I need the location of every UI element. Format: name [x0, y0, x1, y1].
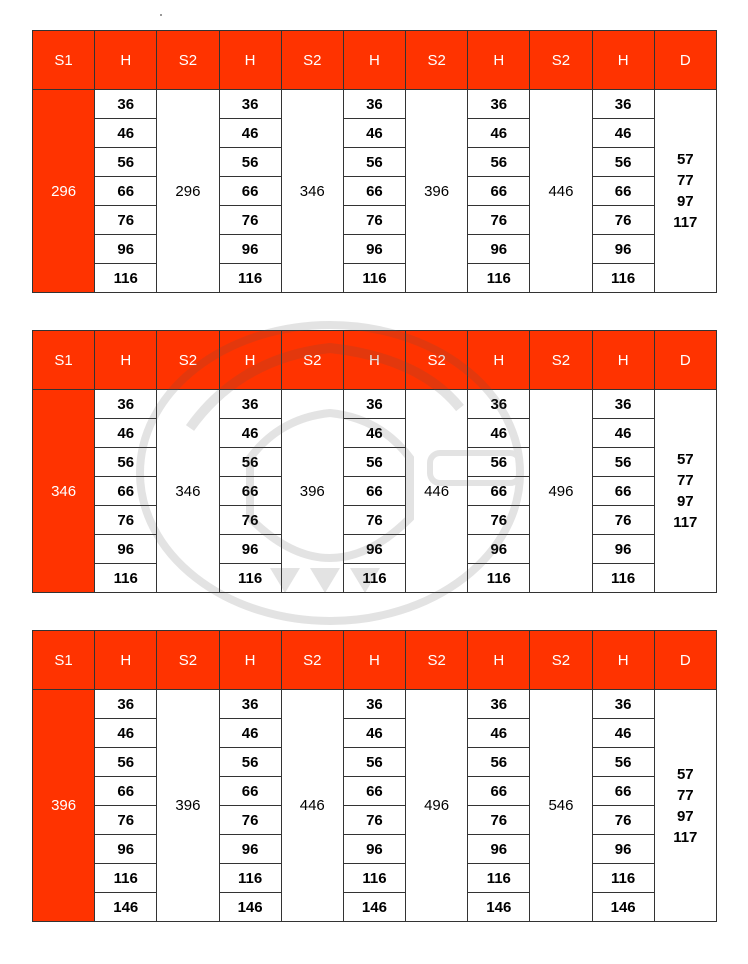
h-value: 36: [468, 390, 530, 419]
h-value: 66: [95, 477, 157, 506]
h-value: 66: [95, 777, 157, 806]
h-value: 56: [219, 148, 281, 177]
h-value: 36: [219, 90, 281, 119]
table-row: [33, 506, 717, 535]
h-value: 116: [343, 864, 405, 893]
h-value: 146: [343, 893, 405, 922]
h-value: 56: [219, 748, 281, 777]
h-value: 36: [343, 90, 405, 119]
col-header-h: H: [468, 331, 530, 390]
table-row: [33, 777, 717, 806]
h-value: 146: [468, 893, 530, 922]
d-value: 97: [676, 193, 694, 210]
h-value: 96: [343, 835, 405, 864]
h-value: 46: [592, 119, 654, 148]
h-value: 76: [219, 806, 281, 835]
header-row: [33, 631, 717, 690]
col-header-h: H: [95, 331, 157, 390]
h-value: 116: [95, 864, 157, 893]
h-value: 96: [468, 235, 530, 264]
h-value: 116: [592, 264, 654, 293]
h-value: 146: [219, 893, 281, 922]
h-value: 96: [219, 235, 281, 264]
h-value: 46: [219, 719, 281, 748]
h-value: 46: [219, 119, 281, 148]
d-values: [654, 390, 716, 593]
col-header-d: D: [654, 331, 716, 390]
col-header-s2: S2: [406, 31, 468, 90]
h-value: 46: [468, 119, 530, 148]
h-value: 56: [592, 448, 654, 477]
table-row: [33, 235, 717, 264]
h-value: 56: [343, 448, 405, 477]
h-value: 96: [592, 835, 654, 864]
d-value: 77: [676, 472, 694, 489]
spec-table-3: [32, 630, 717, 922]
col-header-s1: S1: [33, 31, 95, 90]
h-value: 66: [468, 177, 530, 206]
s1-value: 396: [33, 690, 95, 922]
h-value: 66: [95, 177, 157, 206]
s1-value: 346: [33, 390, 95, 593]
h-value: 96: [219, 535, 281, 564]
h-value: 46: [95, 119, 157, 148]
table-row: [33, 390, 717, 419]
h-value: 66: [343, 777, 405, 806]
col-header-s2: S2: [406, 631, 468, 690]
s2-value: 446: [281, 690, 343, 922]
spec-table-2: [32, 330, 717, 593]
table-row: [33, 864, 717, 893]
h-value: 36: [343, 390, 405, 419]
table-row: [33, 893, 717, 922]
col-header-h: H: [592, 631, 654, 690]
h-value: 116: [95, 264, 157, 293]
d-value: 117: [673, 214, 698, 231]
h-value: 66: [592, 177, 654, 206]
d-value: 57: [676, 765, 694, 783]
h-value: 96: [95, 535, 157, 564]
table-row: [33, 419, 717, 448]
h-value: 76: [95, 206, 157, 235]
d-value: 77: [676, 172, 694, 189]
col-header-s2: S2: [281, 331, 343, 390]
h-value: 46: [219, 419, 281, 448]
s2-value: 396: [281, 390, 343, 593]
h-value: 96: [95, 835, 157, 864]
h-value: 46: [592, 419, 654, 448]
h-value: 76: [592, 206, 654, 235]
h-value: 46: [468, 719, 530, 748]
h-value: 96: [343, 535, 405, 564]
table-row: [33, 448, 717, 477]
h-value: 76: [219, 506, 281, 535]
col-header-h: H: [95, 31, 157, 90]
h-value: 36: [468, 690, 530, 719]
col-header-h: H: [592, 331, 654, 390]
col-header-d: D: [654, 31, 716, 90]
h-value: 116: [219, 564, 281, 593]
s2-value: 346: [157, 390, 219, 593]
h-value: 46: [343, 719, 405, 748]
h-value: 76: [95, 506, 157, 535]
table-row: [33, 535, 717, 564]
d-values: [654, 690, 716, 922]
h-value: 116: [219, 264, 281, 293]
h-value: 76: [219, 206, 281, 235]
table-row: [33, 835, 717, 864]
h-value: 46: [343, 419, 405, 448]
table-row: [33, 264, 717, 293]
col-header-h: H: [343, 631, 405, 690]
col-header-h: H: [343, 31, 405, 90]
s2-value: 296: [157, 90, 219, 293]
h-value: 66: [468, 477, 530, 506]
table-row: [33, 690, 717, 719]
table-row: [33, 90, 717, 119]
table-row: [33, 119, 717, 148]
h-value: 66: [219, 477, 281, 506]
d-value: 117: [673, 828, 698, 846]
col-header-h: H: [592, 31, 654, 90]
h-value: 116: [468, 264, 530, 293]
h-value: 76: [592, 506, 654, 535]
h-value: 56: [592, 748, 654, 777]
h-value: 36: [95, 690, 157, 719]
table-row: [33, 177, 717, 206]
h-value: 96: [592, 235, 654, 264]
h-value: 96: [343, 235, 405, 264]
h-value: 56: [95, 748, 157, 777]
col-header-s2: S2: [530, 631, 592, 690]
h-value: 56: [468, 448, 530, 477]
h-value: 46: [95, 419, 157, 448]
h-value: 96: [592, 535, 654, 564]
h-value: 116: [343, 264, 405, 293]
h-value: 146: [592, 893, 654, 922]
d-value: 97: [676, 493, 694, 510]
h-value: 96: [468, 835, 530, 864]
d-value: 117: [673, 514, 698, 531]
h-value: 66: [343, 177, 405, 206]
d-values: [654, 90, 716, 293]
s2-value: 496: [530, 390, 592, 593]
h-value: 36: [343, 690, 405, 719]
header-row: [33, 331, 717, 390]
h-value: 76: [468, 206, 530, 235]
h-value: 56: [592, 148, 654, 177]
h-value: 36: [592, 390, 654, 419]
spec-sheet: [32, 30, 716, 934]
col-header-s2: S2: [281, 631, 343, 690]
h-value: 66: [468, 777, 530, 806]
d-value: 57: [676, 151, 694, 168]
h-value: 76: [343, 506, 405, 535]
s2-value: 546: [530, 690, 592, 922]
h-value: 46: [592, 719, 654, 748]
col-header-s2: S2: [281, 31, 343, 90]
col-header-s2: S2: [157, 331, 219, 390]
h-value: 116: [592, 564, 654, 593]
h-value: 46: [343, 119, 405, 148]
col-header-h: H: [95, 631, 157, 690]
h-value: 116: [468, 564, 530, 593]
col-header-s2: S2: [530, 31, 592, 90]
h-value: 66: [592, 477, 654, 506]
col-header-s1: S1: [33, 331, 95, 390]
h-value: 66: [592, 777, 654, 806]
h-value: 36: [95, 90, 157, 119]
h-value: 56: [95, 448, 157, 477]
h-value: 96: [219, 835, 281, 864]
s2-value: 396: [157, 690, 219, 922]
h-value: 56: [95, 148, 157, 177]
h-value: 66: [219, 777, 281, 806]
h-value: 56: [468, 748, 530, 777]
h-value: 36: [592, 90, 654, 119]
h-value: 46: [95, 719, 157, 748]
s2-value: 496: [406, 690, 468, 922]
h-value: 36: [219, 390, 281, 419]
d-value: 77: [676, 786, 694, 804]
col-header-s2: S2: [157, 631, 219, 690]
col-header-d: D: [654, 631, 716, 690]
col-header-s1: S1: [33, 631, 95, 690]
d-value: 97: [676, 807, 694, 825]
h-value: 76: [343, 206, 405, 235]
col-header-h: H: [343, 331, 405, 390]
h-value: 96: [468, 535, 530, 564]
h-value: 36: [95, 390, 157, 419]
table-row: [33, 477, 717, 506]
col-header-h: H: [219, 31, 281, 90]
s2-value: 396: [406, 90, 468, 293]
d-value: 57: [676, 451, 694, 468]
speck-mark: [160, 14, 162, 16]
h-value: 96: [95, 235, 157, 264]
h-value: 116: [95, 564, 157, 593]
h-value: 56: [468, 148, 530, 177]
col-header-s2: S2: [406, 331, 468, 390]
h-value: 146: [95, 893, 157, 922]
h-value: 46: [468, 419, 530, 448]
h-value: 116: [592, 864, 654, 893]
h-value: 36: [219, 690, 281, 719]
h-value: 56: [343, 748, 405, 777]
header-row: [33, 31, 717, 90]
col-header-h: H: [219, 631, 281, 690]
h-value: 76: [343, 806, 405, 835]
col-header-s2: S2: [157, 31, 219, 90]
table-row: [33, 206, 717, 235]
table-row: [33, 748, 717, 777]
h-value: 116: [468, 864, 530, 893]
h-value: 66: [343, 477, 405, 506]
h-value: 76: [468, 806, 530, 835]
h-value: 36: [592, 690, 654, 719]
h-value: 76: [592, 806, 654, 835]
h-value: 76: [95, 806, 157, 835]
table-row: [33, 806, 717, 835]
h-value: 66: [219, 177, 281, 206]
h-value: 116: [343, 564, 405, 593]
s2-value: 446: [406, 390, 468, 593]
table-row: [33, 564, 717, 593]
h-value: 116: [219, 864, 281, 893]
h-value: 56: [343, 148, 405, 177]
s1-value: 296: [33, 90, 95, 293]
table-row: [33, 148, 717, 177]
s2-value: 446: [530, 90, 592, 293]
h-value: 76: [468, 506, 530, 535]
col-header-s2: S2: [530, 331, 592, 390]
table-row: [33, 719, 717, 748]
h-value: 36: [468, 90, 530, 119]
col-header-h: H: [219, 331, 281, 390]
col-header-h: H: [468, 31, 530, 90]
col-header-h: H: [468, 631, 530, 690]
s2-value: 346: [281, 90, 343, 293]
h-value: 56: [219, 448, 281, 477]
spec-table-1: [32, 30, 717, 293]
